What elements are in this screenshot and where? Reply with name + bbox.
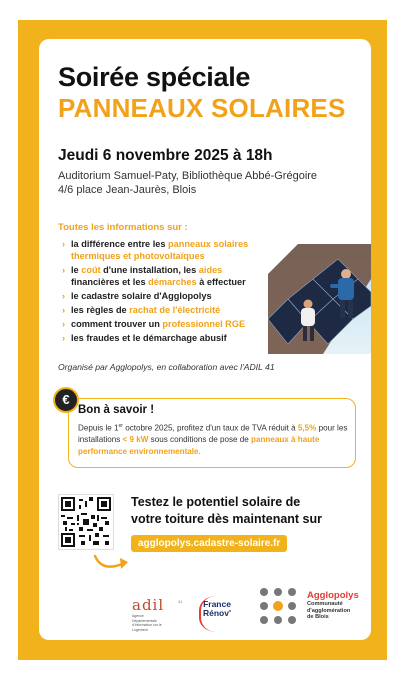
info-title: Toutes les informations sur : [58, 222, 188, 233]
cta-line1: Testez le potentiel solaire de [131, 495, 301, 509]
cadastre-link[interactable]: agglopolys.cadastre-solaire.fr [131, 535, 287, 552]
agglopolys-name: Agglopolys [307, 590, 359, 601]
list-item: › les fraudes et le démarchage abusif [62, 333, 227, 343]
topics-list [62, 238, 272, 346]
chevron-icon: › [62, 319, 66, 329]
agglopolys-subtitle: Communauté d'agglomération de Blois [307, 601, 351, 620]
info-box-text: Depuis le 1er octobre 2025, profitez d'un taux de TVA réduit à 5,5% pour les installations < 9 kW sous conditions de pose de panneaux à haute performance environnementale. [78, 423, 348, 456]
qr-code-graphic [61, 497, 111, 547]
curved-arrow-graphic [92, 550, 132, 574]
cta-line2: votre toiture dès maintenant sur [131, 512, 323, 526]
organizer-note: Organisé par Agglopolys, en collaboration avec l'ADIL 41 [58, 362, 275, 372]
chevron-icon: › [62, 239, 66, 249]
address-line2: 4/6 place Jean-Jaurès, Blois [58, 184, 197, 196]
solar-installer-photo [268, 244, 371, 354]
chevron-icon: › [62, 305, 66, 315]
list-item: › le coût d'une installation, les aides financières et les démarches à effectuer [62, 265, 246, 287]
title-line2: PANNEAUX SOLAIRES [58, 93, 346, 123]
list-item: › comment trouver un professionnel RGE [62, 319, 246, 329]
france-renov-logo [197, 596, 241, 632]
list-item: › les règles de rachat de l'électricité [62, 305, 221, 315]
event-date: Jeudi 6 novembre 2025 à 18h [58, 147, 273, 164]
france-renov-line2: Rénov' [203, 608, 231, 618]
curved-arrow-icon [92, 550, 132, 574]
adil-logo [128, 596, 172, 632]
chevron-icon: › [62, 291, 66, 301]
info-box-title: Bon à savoir ! [78, 404, 155, 416]
address-line1: Auditorium Samuel-Paty, Bibliothèque Abbé-Grégoire [58, 170, 318, 182]
list-item: › le cadastre solaire d'Agglopolys [62, 291, 212, 301]
france-renov-line1: France [203, 599, 231, 609]
chevron-icon: › [62, 265, 66, 275]
euro-icon: € [53, 387, 79, 413]
event-address [58, 169, 317, 197]
adil-logo-subtitle: Agence Départementale d'Information sur le Logement [132, 614, 162, 632]
agglopolys-dots [256, 584, 300, 628]
list-item: › la différence entre les panneaux solaires thermiques et photovoltaïques [62, 239, 249, 261]
title-line1: Soirée spéciale [58, 62, 251, 92]
adil-logo-text: adil [132, 596, 165, 614]
adil-number: 41 [178, 599, 183, 604]
chevron-icon: › [62, 333, 66, 343]
agglopolys-logo-icon [256, 584, 300, 628]
cta-heading [131, 494, 322, 528]
photo-illustration [268, 244, 371, 354]
qr-code-icon[interactable] [58, 494, 114, 550]
